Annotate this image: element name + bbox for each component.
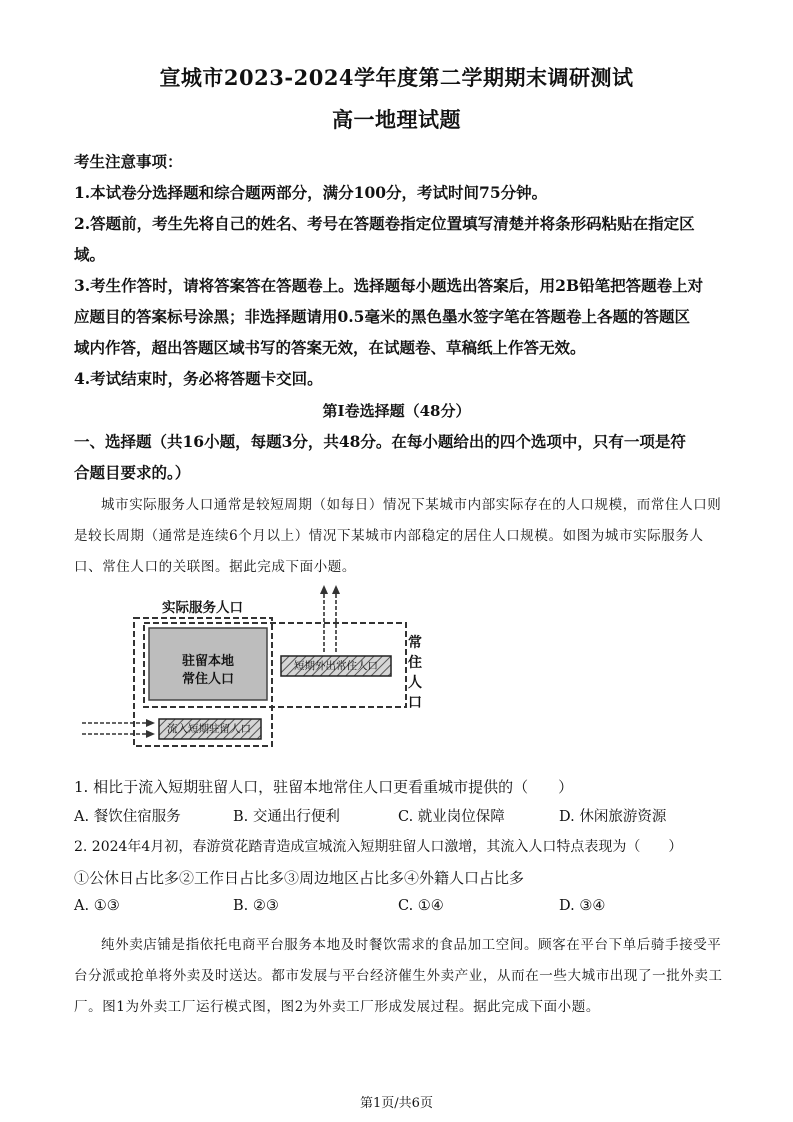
q2-option-c: C. ①④: [398, 898, 444, 914]
notice-line: 域内作答，超出答题区域书写的答案无效，在试题卷、草稿纸上作答无效。: [74, 338, 586, 357]
passage-line: 口、常住人口的关联图。据此完成下面小题。: [74, 559, 356, 575]
notice-line: 应题目的答案标号涂黑；非选择题请用0.5毫米的黑色墨水签字笔在答题卷上各题的答题区: [74, 307, 690, 326]
passage-line: 城市实际服务人口通常是较短周期（如每日）情况下某城市内部实际存在的人口规模，而常住人口则: [101, 497, 722, 513]
label-resident-2: 住: [408, 655, 422, 671]
q2-option-d: D. ③④: [559, 898, 606, 914]
notice-line: 1.本试卷分选择题和综合题两部分，满分100分，考试时间75分钟。: [74, 183, 548, 202]
label-resident-4: 口: [408, 695, 422, 711]
label-short-in: 流入短期驻留人口: [167, 723, 251, 735]
question-2-stem: 2. 2024年4月初，春游赏花踏青造成宣城流入短期驻留人口激增，其流入人口特点表现为（ ）: [74, 839, 683, 855]
inflow-arrows-icon: [82, 723, 148, 734]
question-1-stem: 1. 相比于流入短期驻留人口，驻留本地常住人口更看重城市提供的（ ）: [74, 778, 574, 796]
section-instruction: 合题目要求的。）: [74, 463, 191, 482]
notice-heading: 考生注意事项：: [74, 152, 183, 171]
passage-line: 台分派或抢单将外卖及时送达。都市发展与平台经济催生外卖产业，从而在一些大城市出现了一批外卖工: [74, 968, 723, 984]
label-resident-3: 人: [408, 675, 422, 691]
section-instruction: 一、选择题（共16小题，每题3分，共48分。在每小题给出的四个选项中，只有一项是符: [74, 432, 686, 451]
q1-option-a: A. 餐饮住宿服务: [74, 809, 181, 825]
notice-line: 3.考生作答时，请将答案答在答题卷上。选择题每小题选出答案后，用2B铅笔把答题卷上对: [74, 276, 704, 295]
q2-option-a: A. ①③: [74, 898, 120, 914]
label-resident-1: 常: [408, 635, 422, 651]
section-title: 第Ⅰ卷选择题（48分）: [322, 402, 471, 420]
label-local-line1: 驻留本地: [182, 654, 235, 669]
question-2-statements: ①公休日占比多②工作日占比多③周边地区占比多④外籍人口占比多: [74, 869, 525, 887]
q2-option-b: B. ②③: [233, 898, 279, 914]
notice-line: 域。: [74, 245, 106, 264]
passage-line: 纯外卖店铺是指依托电商平台服务本地及时餐饮需求的食品加工空间。顾客在平台下单后骑手接受平: [101, 937, 722, 953]
population-figure: [74, 582, 444, 762]
passage-line: 是较长周期（通常是连续6个月以上）情况下某城市内部稳定的居住人口规模。如图为城市实际服务人: [74, 528, 704, 544]
notice-line: 4.考试结束时，务必将答题卡交回。: [74, 369, 323, 388]
notice-line: 2.答题前，考生先将自己的姓名、考号在答题卷指定位置填写清楚并将条形码粘贴在指定区: [74, 214, 695, 233]
label-short-out: 短期外出常住人口: [294, 660, 378, 672]
passage-line: 厂。图1为外卖工厂运行模式图，图2为外卖工厂形成发展过程。据此完成下面小题。: [74, 999, 600, 1015]
q1-option-b: B. 交通出行便利: [233, 809, 340, 825]
page-title: 宣城市2023-2024学年度第二学期期末调研测试: [159, 65, 634, 90]
label-local-line2: 常住人口: [182, 672, 235, 687]
page-number: 第1页/共6页: [360, 1096, 433, 1111]
q1-option-c: C. 就业岗位保障: [398, 809, 505, 825]
page-subtitle: 高一地理试题: [332, 107, 461, 132]
label-actual-service: 实际服务人口: [162, 600, 243, 616]
q1-option-d: D. 休闲旅游资源: [559, 809, 667, 825]
